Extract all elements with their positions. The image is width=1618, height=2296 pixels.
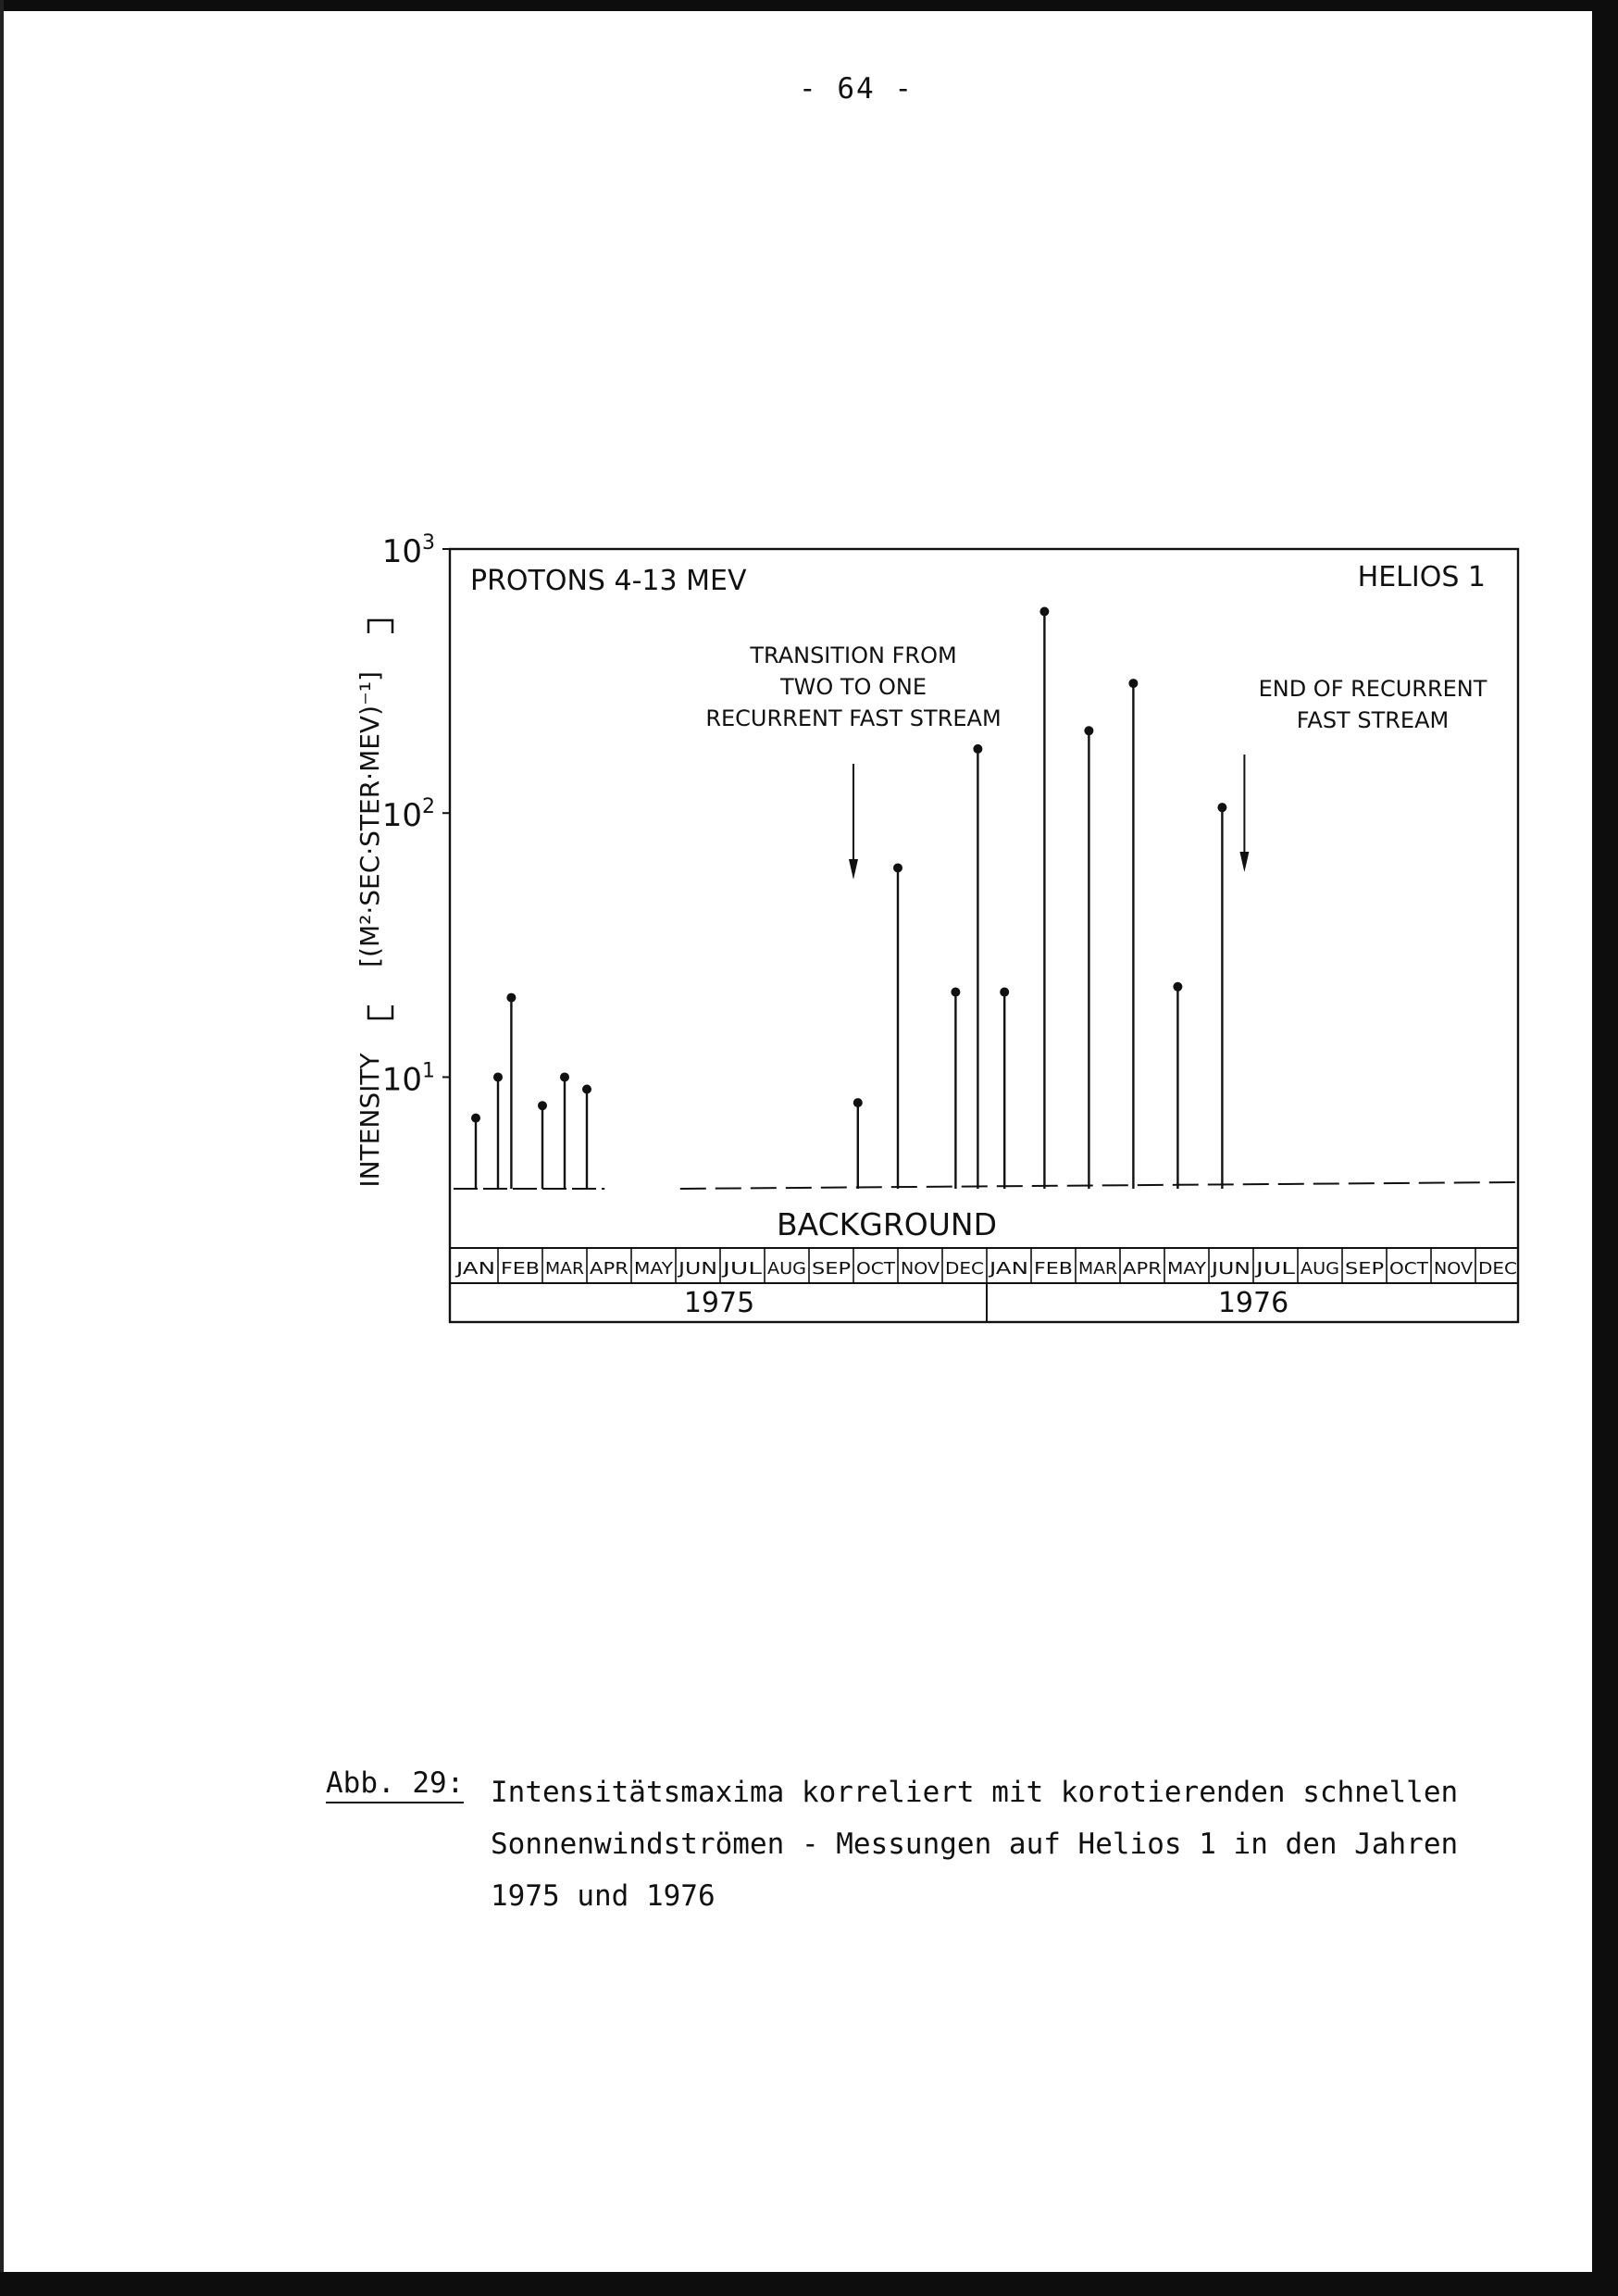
year-label-1976: 1976	[1217, 1287, 1289, 1319]
data-point	[493, 1072, 503, 1081]
data-point	[893, 863, 902, 872]
month-label: FEB	[1034, 1259, 1073, 1279]
month-label: SEP	[1345, 1259, 1385, 1279]
month-label: OCT	[1389, 1259, 1430, 1279]
annotation-text: END OF RECURRENT	[1258, 676, 1487, 702]
month-axis	[455, 1248, 1517, 1283]
caption-line: 1975 und 1976	[491, 1879, 716, 1913]
data-point	[973, 744, 982, 754]
caption-line: Sonnenwindströmen - Messungen auf Helios 1 in den Jahren	[491, 1828, 1459, 1861]
chart-title-right: HELIOS 1	[1357, 561, 1486, 593]
year-label-1975: 1975	[683, 1287, 755, 1319]
y-axis-label-main: INTENSITY	[355, 1053, 385, 1188]
annotation-arrow-head	[1239, 852, 1249, 872]
month-label: DEC	[945, 1259, 984, 1279]
y-label-bracket-top	[368, 620, 392, 633]
y-tick-label: $10^3$	[381, 531, 435, 570]
month-label: JUN	[1210, 1259, 1251, 1279]
data-point	[853, 1098, 863, 1107]
data-point	[1217, 803, 1226, 812]
background-line	[680, 1182, 1518, 1189]
figure-caption	[491, 1766, 1459, 1922]
annotations	[705, 643, 1487, 880]
data-point	[1128, 679, 1138, 688]
background-level	[454, 1182, 1518, 1189]
month-label: MAR	[1078, 1259, 1117, 1279]
month-label: FEB	[501, 1259, 540, 1279]
data-point	[560, 1072, 569, 1081]
month-label: JAN	[988, 1259, 1028, 1279]
annotation-arrow-head	[849, 859, 858, 880]
data-point	[951, 988, 960, 997]
annotation-text: TRANSITION FROM	[750, 643, 957, 668]
annotation-text: RECURRENT FAST STREAM	[705, 705, 1002, 731]
y-tick-label: $10^2$	[381, 795, 435, 835]
month-label: JUN	[677, 1259, 717, 1279]
chart-title-left: PROTONS 4-13 MEV	[470, 565, 747, 597]
data-point	[471, 1114, 480, 1123]
month-label: DEC	[1478, 1259, 1517, 1279]
y-label-bracket-bottom	[368, 1005, 392, 1018]
data-point	[538, 1101, 547, 1110]
month-label: MAY	[634, 1259, 675, 1279]
month-label: JAN	[454, 1259, 495, 1279]
page-number: - 64 -	[799, 72, 914, 106]
month-label: JUL	[721, 1259, 762, 1279]
background-label: BACKGROUND	[776, 1206, 998, 1242]
data-point	[1084, 726, 1093, 735]
annotation-text: FAST STREAM	[1296, 707, 1450, 733]
y-tick-label: $10^1$	[381, 1059, 435, 1099]
month-label: OCT	[856, 1259, 897, 1279]
data-point	[1039, 606, 1049, 616]
month-label: JUL	[1254, 1259, 1295, 1279]
month-label: NOV	[1434, 1259, 1474, 1279]
data-point	[506, 993, 516, 1003]
month-label: MAY	[1167, 1259, 1208, 1279]
data-point	[1000, 988, 1009, 997]
month-label: NOV	[901, 1259, 940, 1279]
month-label: AUG	[1301, 1259, 1339, 1279]
data-point	[582, 1084, 591, 1093]
y-axis-label-units: [(M²·SEC·STER·MEV)⁻¹]	[355, 671, 385, 967]
figure-label: Abb. 29:	[326, 1766, 464, 1803]
scan-border-bottom	[0, 2272, 1618, 2296]
month-label: APR	[590, 1259, 629, 1279]
month-label: APR	[1123, 1259, 1162, 1279]
month-label: SEP	[812, 1259, 852, 1279]
month-label: MAR	[545, 1259, 584, 1279]
data-point	[1173, 982, 1182, 992]
caption-line: Intensitätsmaxima korreliert mit korotierenden schnellen	[491, 1776, 1459, 1809]
month-label: AUG	[767, 1259, 806, 1279]
annotation-text: TWO TO ONE	[779, 674, 927, 700]
